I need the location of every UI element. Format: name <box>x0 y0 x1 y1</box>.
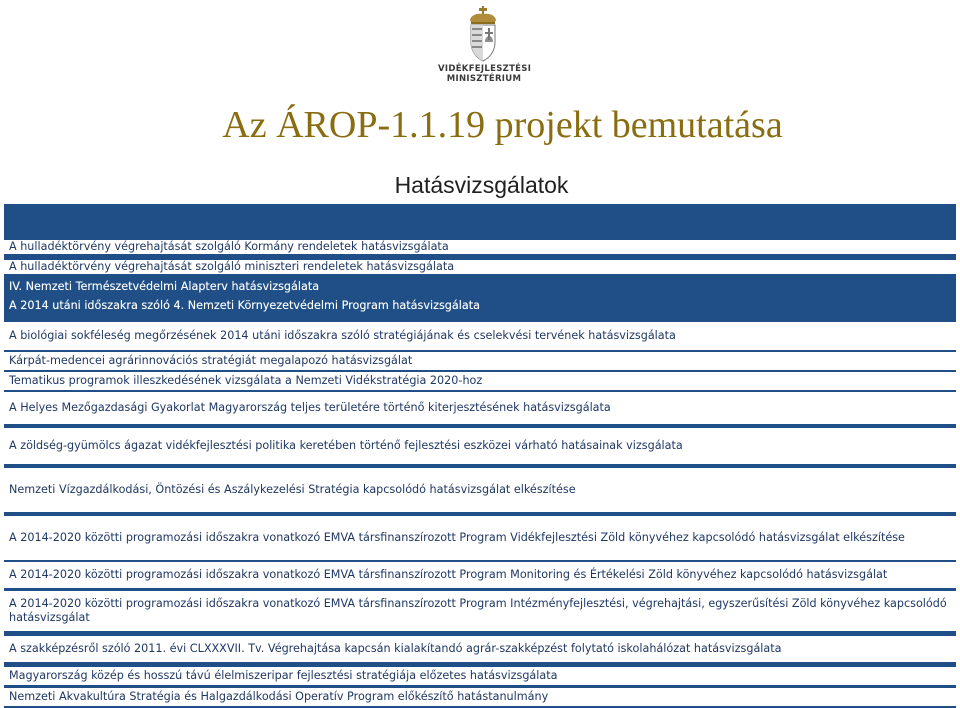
table-row: A 2014-2020 közötti programozási időszakra vonatkozó EMVA társfinanszírozott Program Intézményfejlesztési, végrehajtási, egyszerűsítési Zöld könyvéhez kapcsolódó hatásvizsgálat <box>4 591 956 631</box>
table-row: Magyarország közép és hosszú távú élelmiszeripar fejlesztési stratégiája előzetes hatásvizsgálata <box>4 667 956 685</box>
table-row: A zöldség-gyümölcs ágazat vidékfejlesztési politika keretében történő fejlesztési eszközei várható hatásainak vizsgálata <box>4 428 956 464</box>
table-row: IV. Nemzeti Természetvédelmi Alapterv hatásvizsgálata <box>4 278 956 296</box>
table-row: Nemzeti Akvakultúra Stratégia és Halgazdálkodási Operatív Program előkészítő hatástanulmány <box>4 688 956 706</box>
table-row: A hulladéktörvény végrehajtását szolgáló Kormány rendeletek hatásvizsgálata <box>4 240 956 254</box>
ministry-logo-text <box>438 64 530 84</box>
section-subtitle: Hatásvizsgálatok <box>394 172 569 198</box>
table-row: Nemzeti Vízgazdálkodási, Öntözési és Aszálykezelési Stratégia kapcsolódó hatásvizsgálat elkészítése <box>4 468 956 512</box>
table-row: A szakképzésről szóló 2011. évi CLXXXVII. Tv. Végrehajtása kapcsán kialakítandó agrár-szakképzést folytató iskolahálózat hatásvizsgálata <box>4 636 956 662</box>
table-row: Kárpát-medencei agrárinnovációs stratégiát megalapozó hatásvizsgálat <box>4 352 956 370</box>
ministry-line-1: VIDÉKFEJLESZTÉSI <box>438 64 532 74</box>
table-row: A 2014 utáni időszakra szóló 4. Nemzeti Környezetvédelmi Program hatásvizsgálata <box>4 297 956 315</box>
table-row <box>4 204 956 240</box>
table-row: A Helyes Mezőgazdasági Gyakorlat Magyarország teljes területére történő kiterjesztésének hatásvizsgálata <box>4 392 956 424</box>
ministry-line-2: MINISZTÉRIUM <box>446 74 522 84</box>
table-row: A biológiai sokféleség megőrzésének 2014 utáni időszakra szóló stratégiájának és cselekvési tervének hatásvizsgálata <box>4 322 956 350</box>
table-row: A hulladéktörvény végrehajtását szolgáló miniszteri rendeletek hatásvizsgálata <box>4 260 956 274</box>
table-row: Tematikus programok illeszkedésének vizsgálata a Nemzeti Vidékstratégia 2020-hoz <box>4 372 956 390</box>
coat-of-arms-icon <box>465 6 501 62</box>
table-row: A 2014-2020 közötti programozási időszakra vonatkozó EMVA társfinanszírozott Program Monitoring és Értékelési Zöld könyvéhez kapcsolódó hatásvizsgálat <box>4 562 956 588</box>
table-row: A 2014-2020 közötti programozási időszakra vonatkozó EMVA társfinanszírozott Program Vidékfejlesztési Zöld könyvéhez kapcsolódó hatásvizsgálat elkészítése <box>4 516 956 560</box>
studies-table <box>4 204 956 708</box>
page-title: Az ÁROP-1.1.19 projekt bemutatása <box>222 104 783 146</box>
